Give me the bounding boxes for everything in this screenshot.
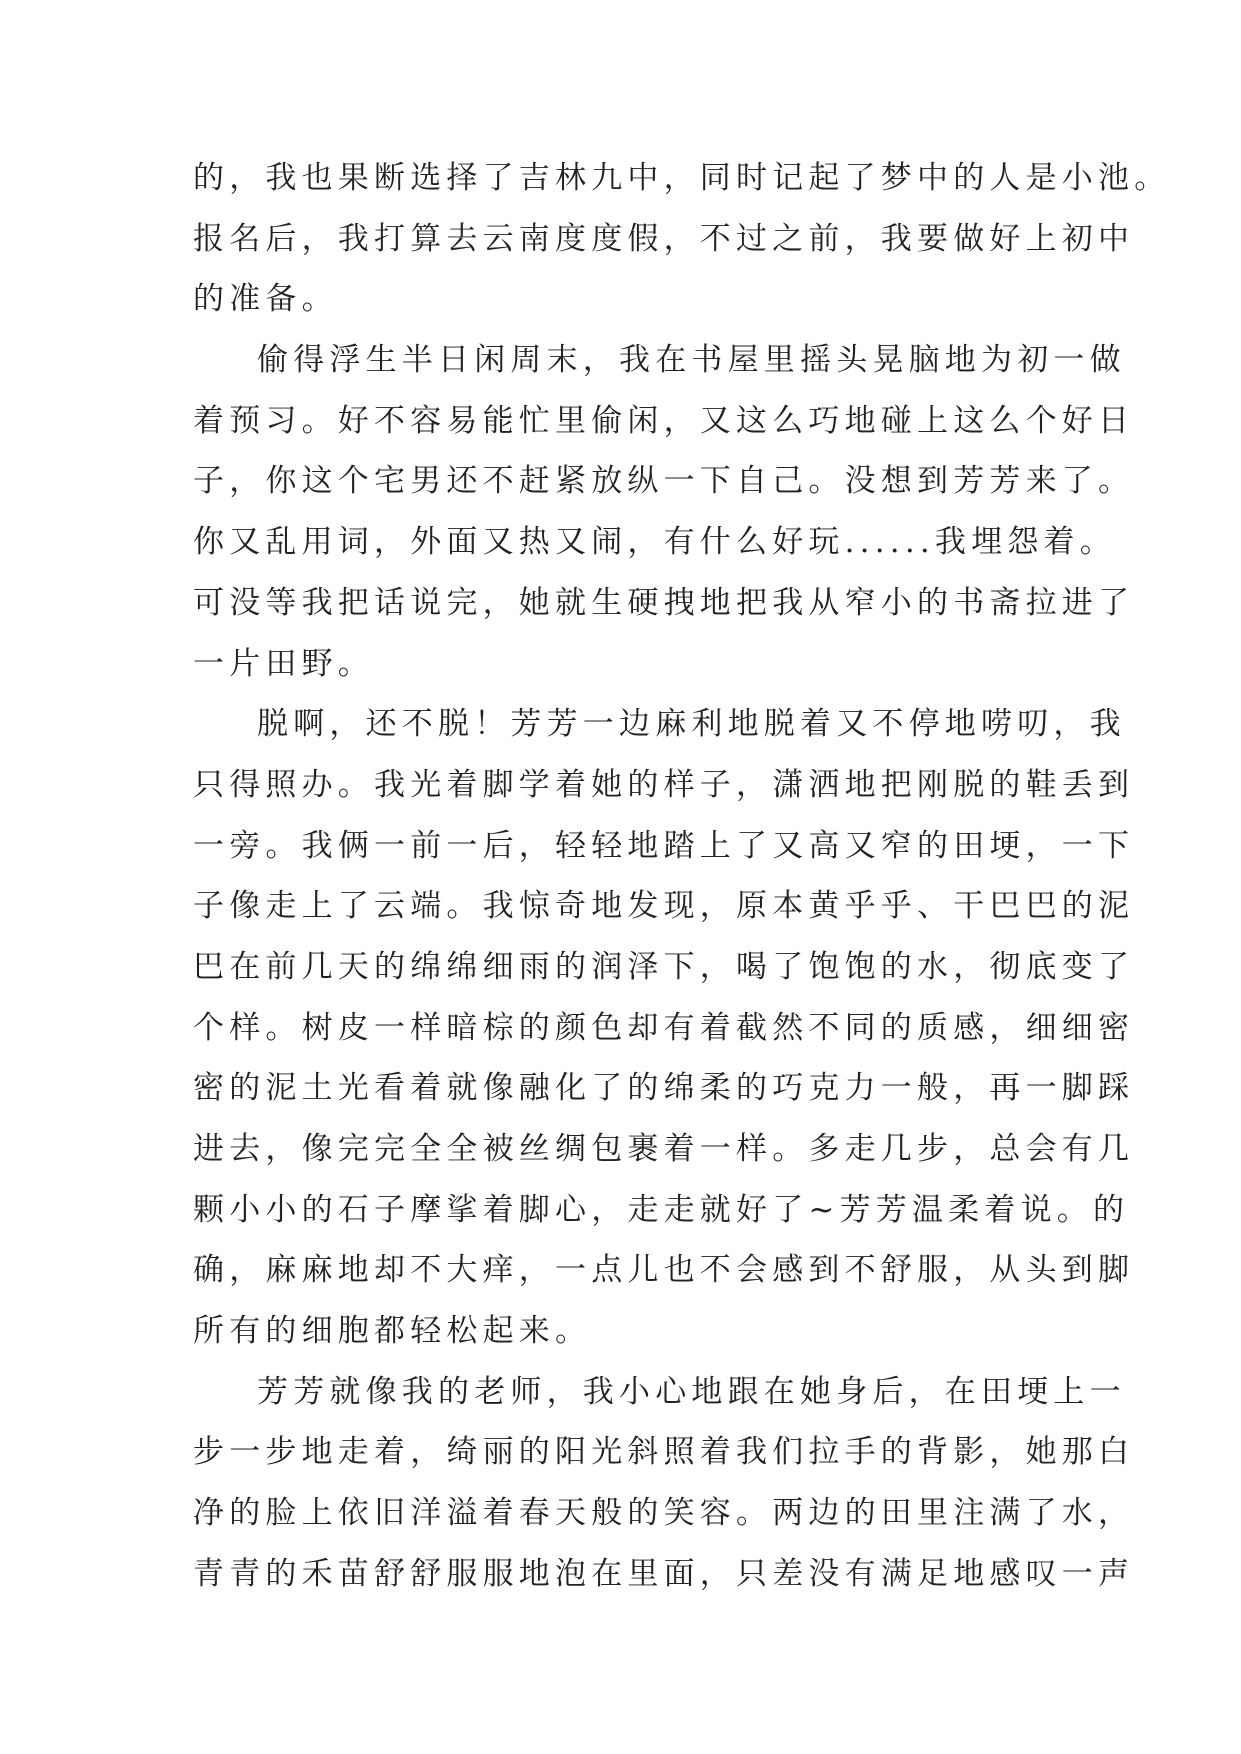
text-line: 你又乱用词，外面又热又闹，有什么好玩......我埋怨着。	[193, 524, 1116, 561]
paragraph-start-line: 芳芳就像我的老师，我小心地跟在她身后，在田埂上一	[257, 1373, 1126, 1410]
text-line: 进去，像完完全全被丝绸包裹着一样。多走几步，总会有几	[193, 1131, 1135, 1167]
body-text	[193, 148, 1171, 1605]
text-line: 子，你这个宅男还不赶紧放纵一下自己。没想到芳芳来了。	[193, 463, 1135, 500]
text-line: 净的脸上依旧洋溢着春天般的笑容。两边的田里注满了水，	[193, 1495, 1135, 1532]
text-line: 确，麻麻地却不大痒，一点儿也不会感到不舒服，从头到脚	[193, 1252, 1135, 1289]
text-line: 着预习。好不容易能忙里偷闲，又这么巧地碰上这么个好日	[193, 402, 1135, 439]
text-line: 青青的禾苗舒舒服服地泡在里面，只差没有满足地感叹一声	[193, 1555, 1135, 1592]
text-line: 密的泥土光看着就像融化了的绵柔的巧克力一般，再一脚踩	[193, 1070, 1135, 1107]
text-line: 巴在前几天的绵绵细雨的润泽下，喝了饱饱的水，彻底变了	[193, 948, 1135, 985]
text-line: 步一步地走着，绮丽的阳光斜照着我们拉手的背影，她那白	[193, 1434, 1135, 1471]
text-line: 只得照办。我光着脚学着她的样子，潇洒地把刚脱的鞋丢到	[193, 766, 1135, 803]
text-line: 颗小小的石子摩挲着脚心，走走就好了~芳芳温柔着说。的	[193, 1191, 1130, 1228]
text-line: 的准备。	[193, 281, 338, 318]
paragraph-start-line: 脱啊，还不脱！芳芳一边麻利地脱着又不停地唠叨，我	[257, 706, 1126, 743]
text-line: 所有的细胞都轻松起来。	[193, 1313, 592, 1350]
text-line: 一片田野。	[193, 645, 374, 682]
text-line: 一旁。我俩一前一后，轻轻地踏上了又高又窄的田埂，一下	[193, 827, 1135, 864]
text-line: 报名后，我打算去云南度度假，不过之前，我要做好上初中	[193, 220, 1135, 257]
text-line: 可没等我把话说完，她就生硬拽地把我从窄小的书斋拉进了	[193, 584, 1135, 621]
text-line: 的，我也果断选择了吉林九中，同时记起了梦中的人是小池。	[193, 160, 1171, 196]
text-line: 个样。树皮一样暗棕的颜色却有着截然不同的质感，细细密	[193, 1009, 1135, 1046]
text-line: 子像走上了云端。我惊奇地发现，原本黄乎乎、干巴巴的泥	[193, 888, 1135, 925]
paragraph-start-line: 偷得浮生半日闲周末，我在书屋里摇头晃脑地为初一做	[257, 342, 1126, 379]
